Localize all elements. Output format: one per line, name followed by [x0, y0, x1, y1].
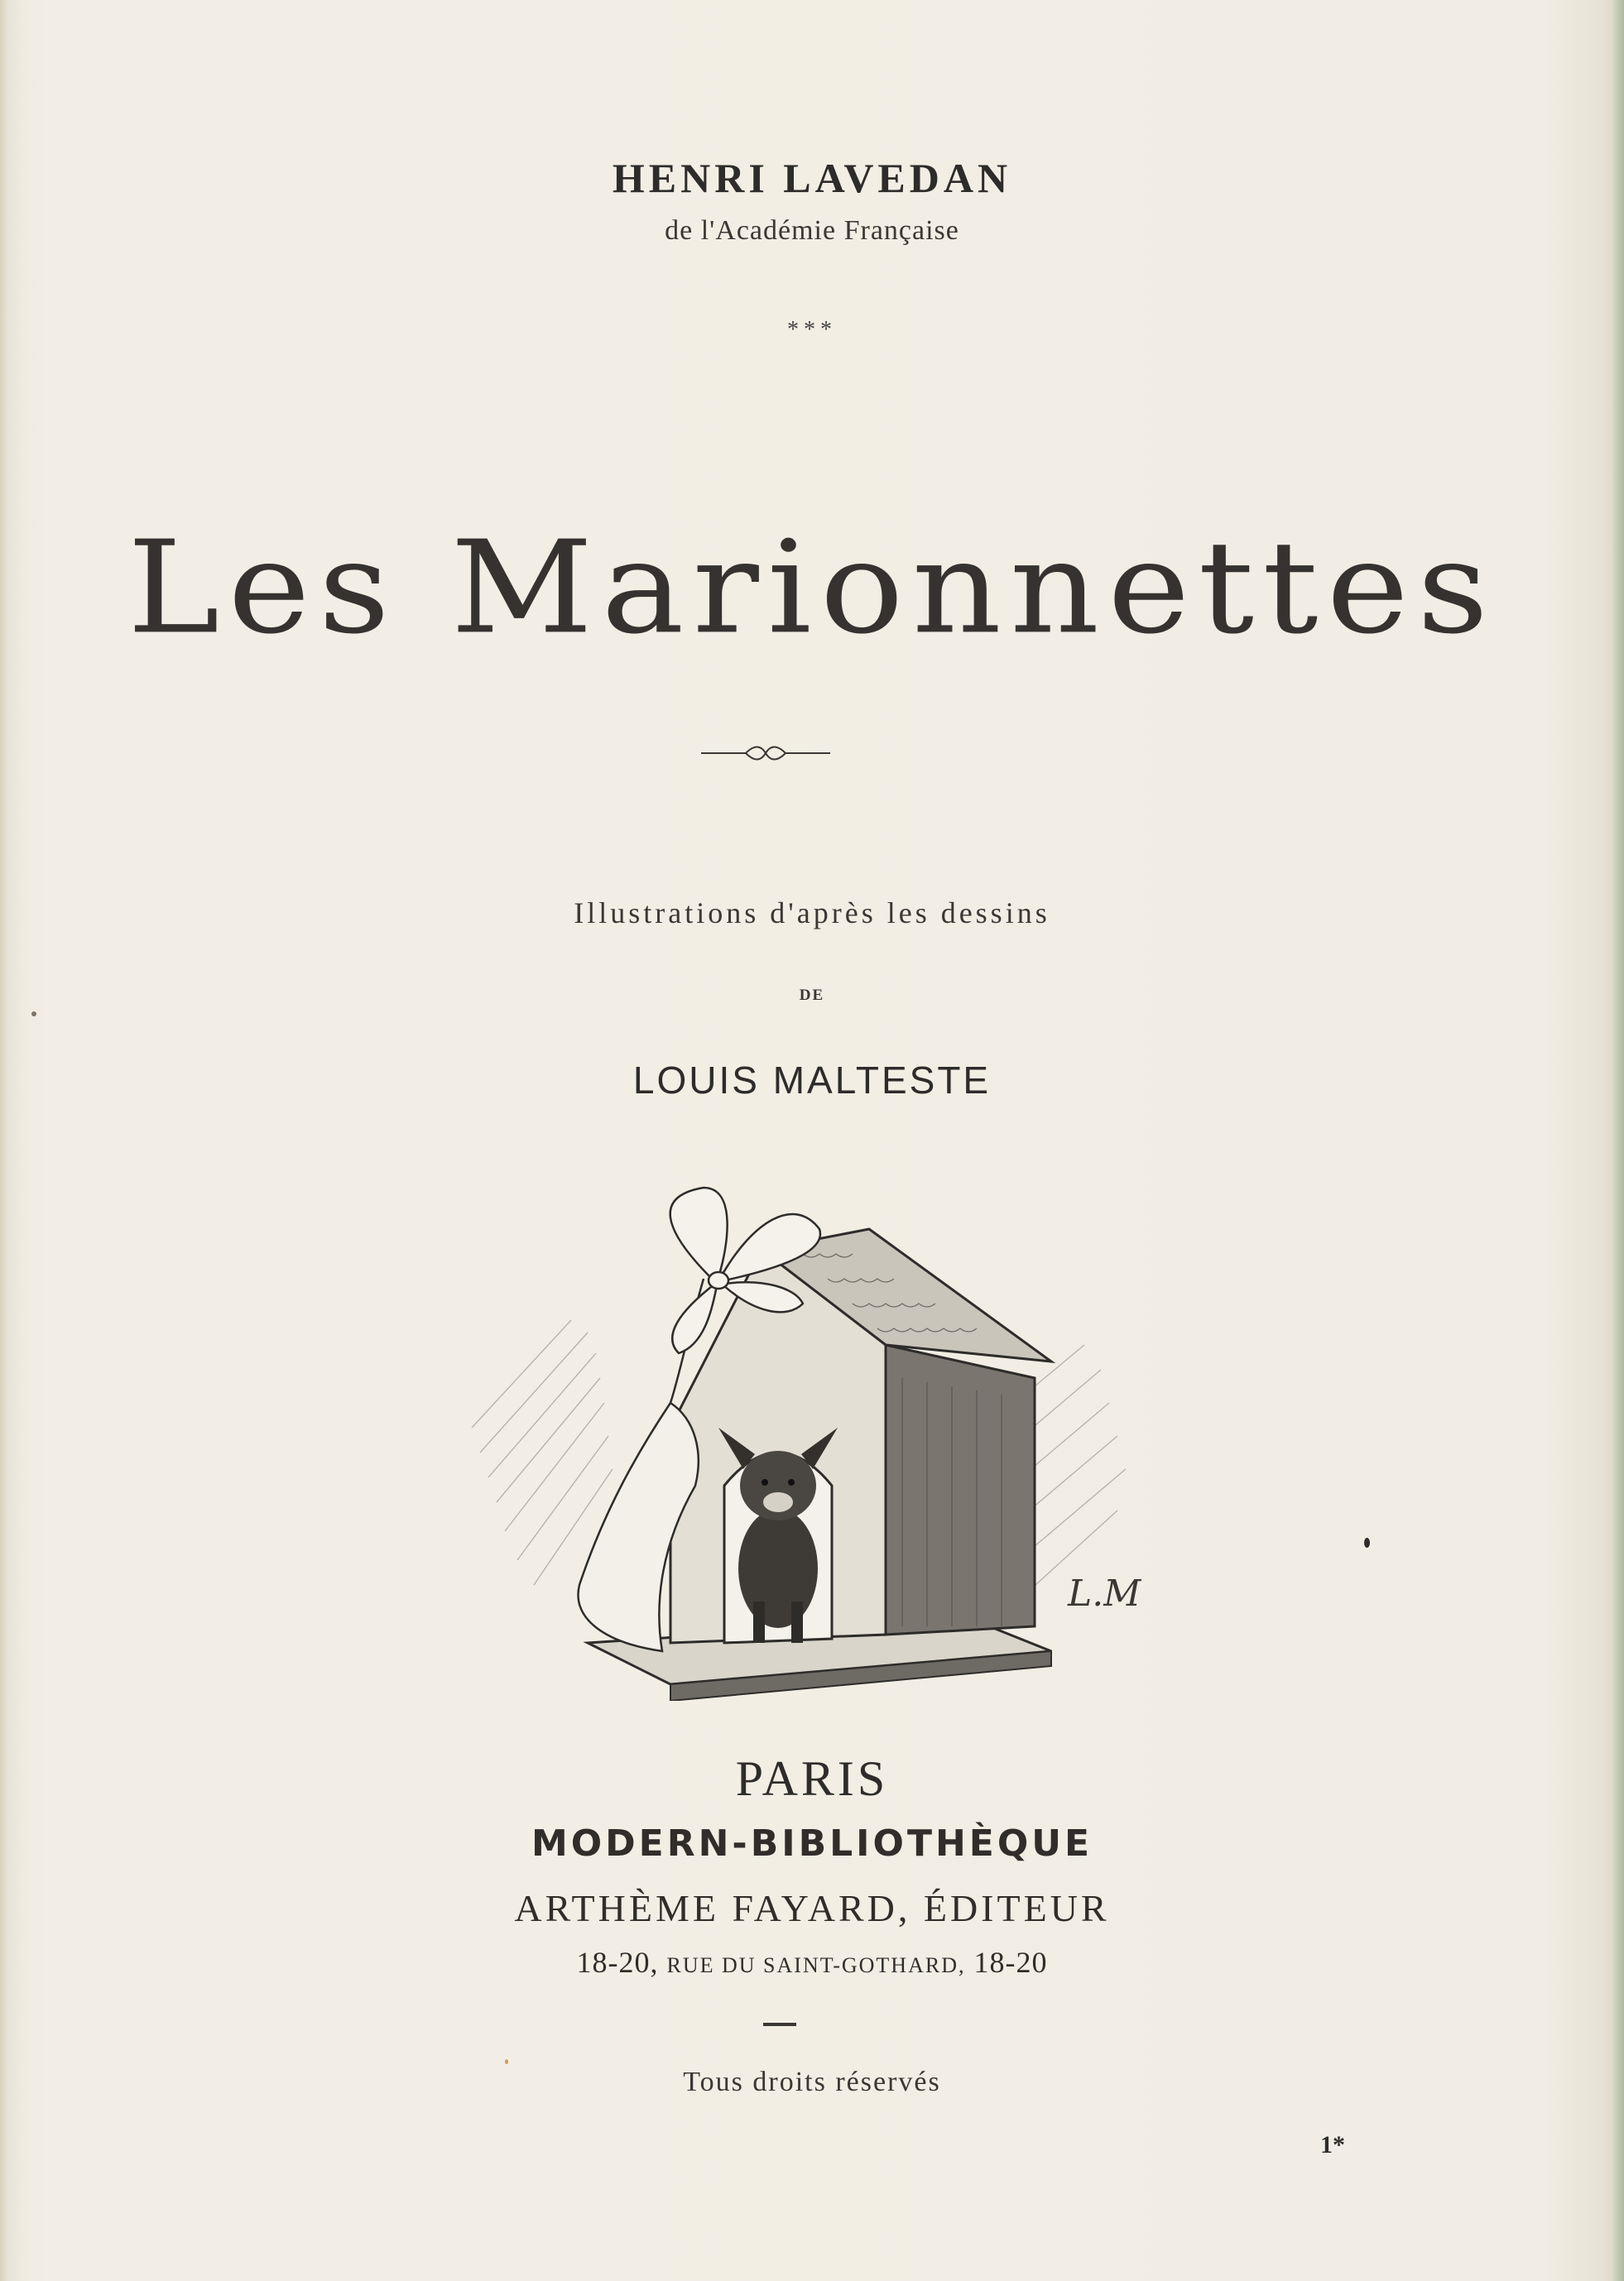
imprint-city: PARIS: [735, 1751, 889, 1806]
credit-de: DE: [799, 987, 825, 1004]
address-number-end: 18-20: [973, 1946, 1048, 1979]
ornament-divider: [699, 738, 832, 768]
artist-monogram: L.M: [1068, 1573, 1141, 1615]
imprint-address: [0, 1945, 1624, 1980]
illustrator-name: LOUIS MALTESTE: [632, 1059, 992, 1102]
address-number-start: 18-20,: [576, 1946, 659, 1979]
paper-speck: [31, 1011, 36, 1016]
imprint-publisher: ARTHÈME FAYARD, ÉDITEUR: [514, 1887, 1110, 1929]
imprint-dash-rule: [763, 2023, 796, 2026]
dog-kennel-illustration: [455, 1155, 1151, 1701]
illustrations-credit-line: Illustrations d'après les dessins: [574, 896, 1050, 929]
paper-speck: [505, 2059, 508, 2064]
separator-stars: ***: [787, 317, 837, 343]
rights-notice: Tous droits réservés: [683, 2067, 941, 2097]
author-name: HENRI LAVEDAN: [612, 155, 1012, 201]
imprint-collection: MODERN-BIBLIOTHÈQUE: [531, 1822, 1093, 1865]
address-street: RUE DU SAINT-GOTHARD,: [666, 1953, 966, 1977]
book-title: Les Marionnettes: [127, 512, 1497, 663]
signature-mark: 1*: [1320, 2131, 1345, 2159]
author-affiliation: de l'Académie Française: [665, 215, 959, 246]
paper-speck: [1364, 1538, 1370, 1548]
kennel-side-wall: [886, 1345, 1035, 1635]
